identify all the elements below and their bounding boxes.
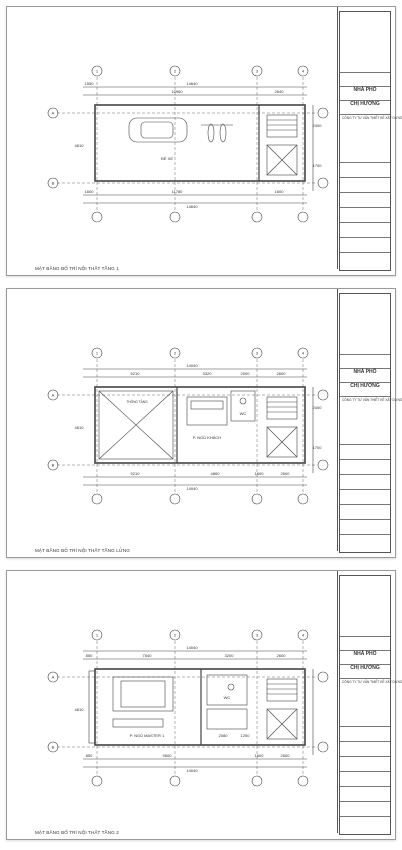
dim-label: 14040 — [186, 486, 198, 491]
dim-label: 5210 — [130, 371, 140, 376]
owner-name: CHỊ HƯƠNG — [350, 665, 380, 671]
room-label: WC — [239, 411, 247, 416]
dim-label: 2080 — [218, 733, 228, 738]
dim-label: 2000 — [240, 371, 250, 376]
grid-axis-label: 2 — [173, 68, 177, 74]
drawing-sheet-2 — [6, 288, 402, 558]
grid-axis-label: A — [51, 674, 55, 680]
grid-axis-label: 1 — [95, 350, 99, 356]
dim-label: 1600 — [254, 471, 264, 476]
room-label: WC — [223, 695, 231, 700]
room-label: THÔNG TẦNG — [126, 400, 148, 404]
dim-label: 5210 — [130, 471, 140, 476]
dim-label: 14040 — [186, 363, 198, 368]
grid-axis-label: 3 — [255, 68, 259, 74]
room-label: ĐỂ XE — [160, 156, 174, 161]
grid-axis-label: A — [51, 110, 55, 116]
dim-label: 14040 — [186, 645, 198, 650]
room-label: P. NGỦ KHÁCH — [192, 435, 222, 440]
dim-label: 2600 — [280, 753, 290, 758]
floor-plan-tang-2 — [17, 579, 339, 835]
dim-label: 850 — [85, 653, 93, 658]
dim-label: 2400 — [312, 123, 322, 128]
dim-label: 2640 — [274, 89, 284, 94]
grid-axis-label: 3 — [255, 350, 259, 356]
dim-label: 4810 — [74, 707, 84, 712]
dim-label: 10960 — [171, 89, 183, 94]
dim-label: 2600 — [276, 653, 286, 658]
dim-label: 14040 — [186, 768, 198, 773]
dim-label: 4810 — [74, 143, 84, 148]
dim-label: 850 — [85, 753, 93, 758]
sheet-title: MẶT BẰNG BỐ TRÍ NỘI THẤT TẦNG 2 — [35, 830, 119, 835]
dim-label: 3320 — [202, 371, 212, 376]
project-name: NHÀ PHỐ — [353, 87, 377, 93]
dim-label: 14640 — [186, 81, 198, 86]
title-block — [339, 293, 402, 553]
dim-label: 1600 — [274, 189, 284, 194]
dim-label: 3200 — [224, 653, 234, 658]
floor-plan-tang-1 — [17, 15, 339, 271]
grid-axis-label: A — [51, 392, 55, 398]
drawing-sheet-1 — [6, 6, 402, 276]
dim-label: 2600 — [280, 471, 290, 476]
dim-label: 4860 — [210, 471, 220, 476]
dim-label: 1700 — [312, 163, 322, 168]
floor-plan-tang-lung — [17, 297, 339, 553]
dim-label: 1700 — [312, 445, 322, 450]
dim-label: 11780 — [171, 189, 183, 194]
sheet-title: MẶT BẰNG BỐ TRÍ NỘI THẤT TẦNG 1 — [35, 266, 119, 271]
dim-label: 2600 — [276, 371, 286, 376]
dim-label: 14640 — [186, 204, 198, 209]
company-name: CÔNG TY TƯ VẤN THIẾT KẾ XÂY DỰNG — [342, 116, 402, 120]
project-name: NHÀ PHỐ — [353, 369, 377, 375]
dim-label: 1250 — [240, 733, 250, 738]
title-block — [339, 11, 402, 271]
grid-axis-label: 4 — [301, 632, 305, 638]
project-name: NHÀ PHỐ — [353, 651, 377, 657]
dim-label: 4810 — [74, 425, 84, 430]
dim-label: 7540 — [142, 653, 152, 658]
dim-label: 9600 — [162, 753, 172, 758]
company-name: CÔNG TY TƯ VẤN THIẾT KẾ XÂY DỰNG — [342, 398, 402, 402]
grid-axis-label: B — [51, 744, 55, 750]
grid-axis-label: B — [51, 462, 55, 468]
owner-name: CHỊ HƯƠNG — [350, 101, 380, 107]
grid-axis-label: 3 — [255, 632, 259, 638]
grid-axis-label: 4 — [301, 68, 305, 74]
grid-axis-label: 2 — [173, 350, 177, 356]
dim-label: 1550 — [84, 81, 94, 86]
title-block — [339, 575, 402, 835]
grid-axis-label: 1 — [95, 68, 99, 74]
dim-label: 2400 — [312, 405, 322, 410]
drawing-sheet-3 — [6, 570, 402, 840]
grid-axis-label: 2 — [173, 632, 177, 638]
grid-axis-label: B — [51, 180, 55, 186]
dim-label: 1600 — [254, 753, 264, 758]
room-label: P. NGỦ MASTER 1 — [129, 733, 165, 738]
grid-axis-label: 1 — [95, 632, 99, 638]
dim-label: 1600 — [84, 189, 94, 194]
sheet-title: MẶT BẰNG BỐ TRÍ NỘI THẤT TẦNG LỬNG — [35, 548, 130, 553]
company-name: CÔNG TY TƯ VẤN THIẾT KẾ XÂY DỰNG — [342, 680, 402, 684]
owner-name: CHỊ HƯƠNG — [350, 383, 380, 389]
grid-axis-label: 4 — [301, 350, 305, 356]
